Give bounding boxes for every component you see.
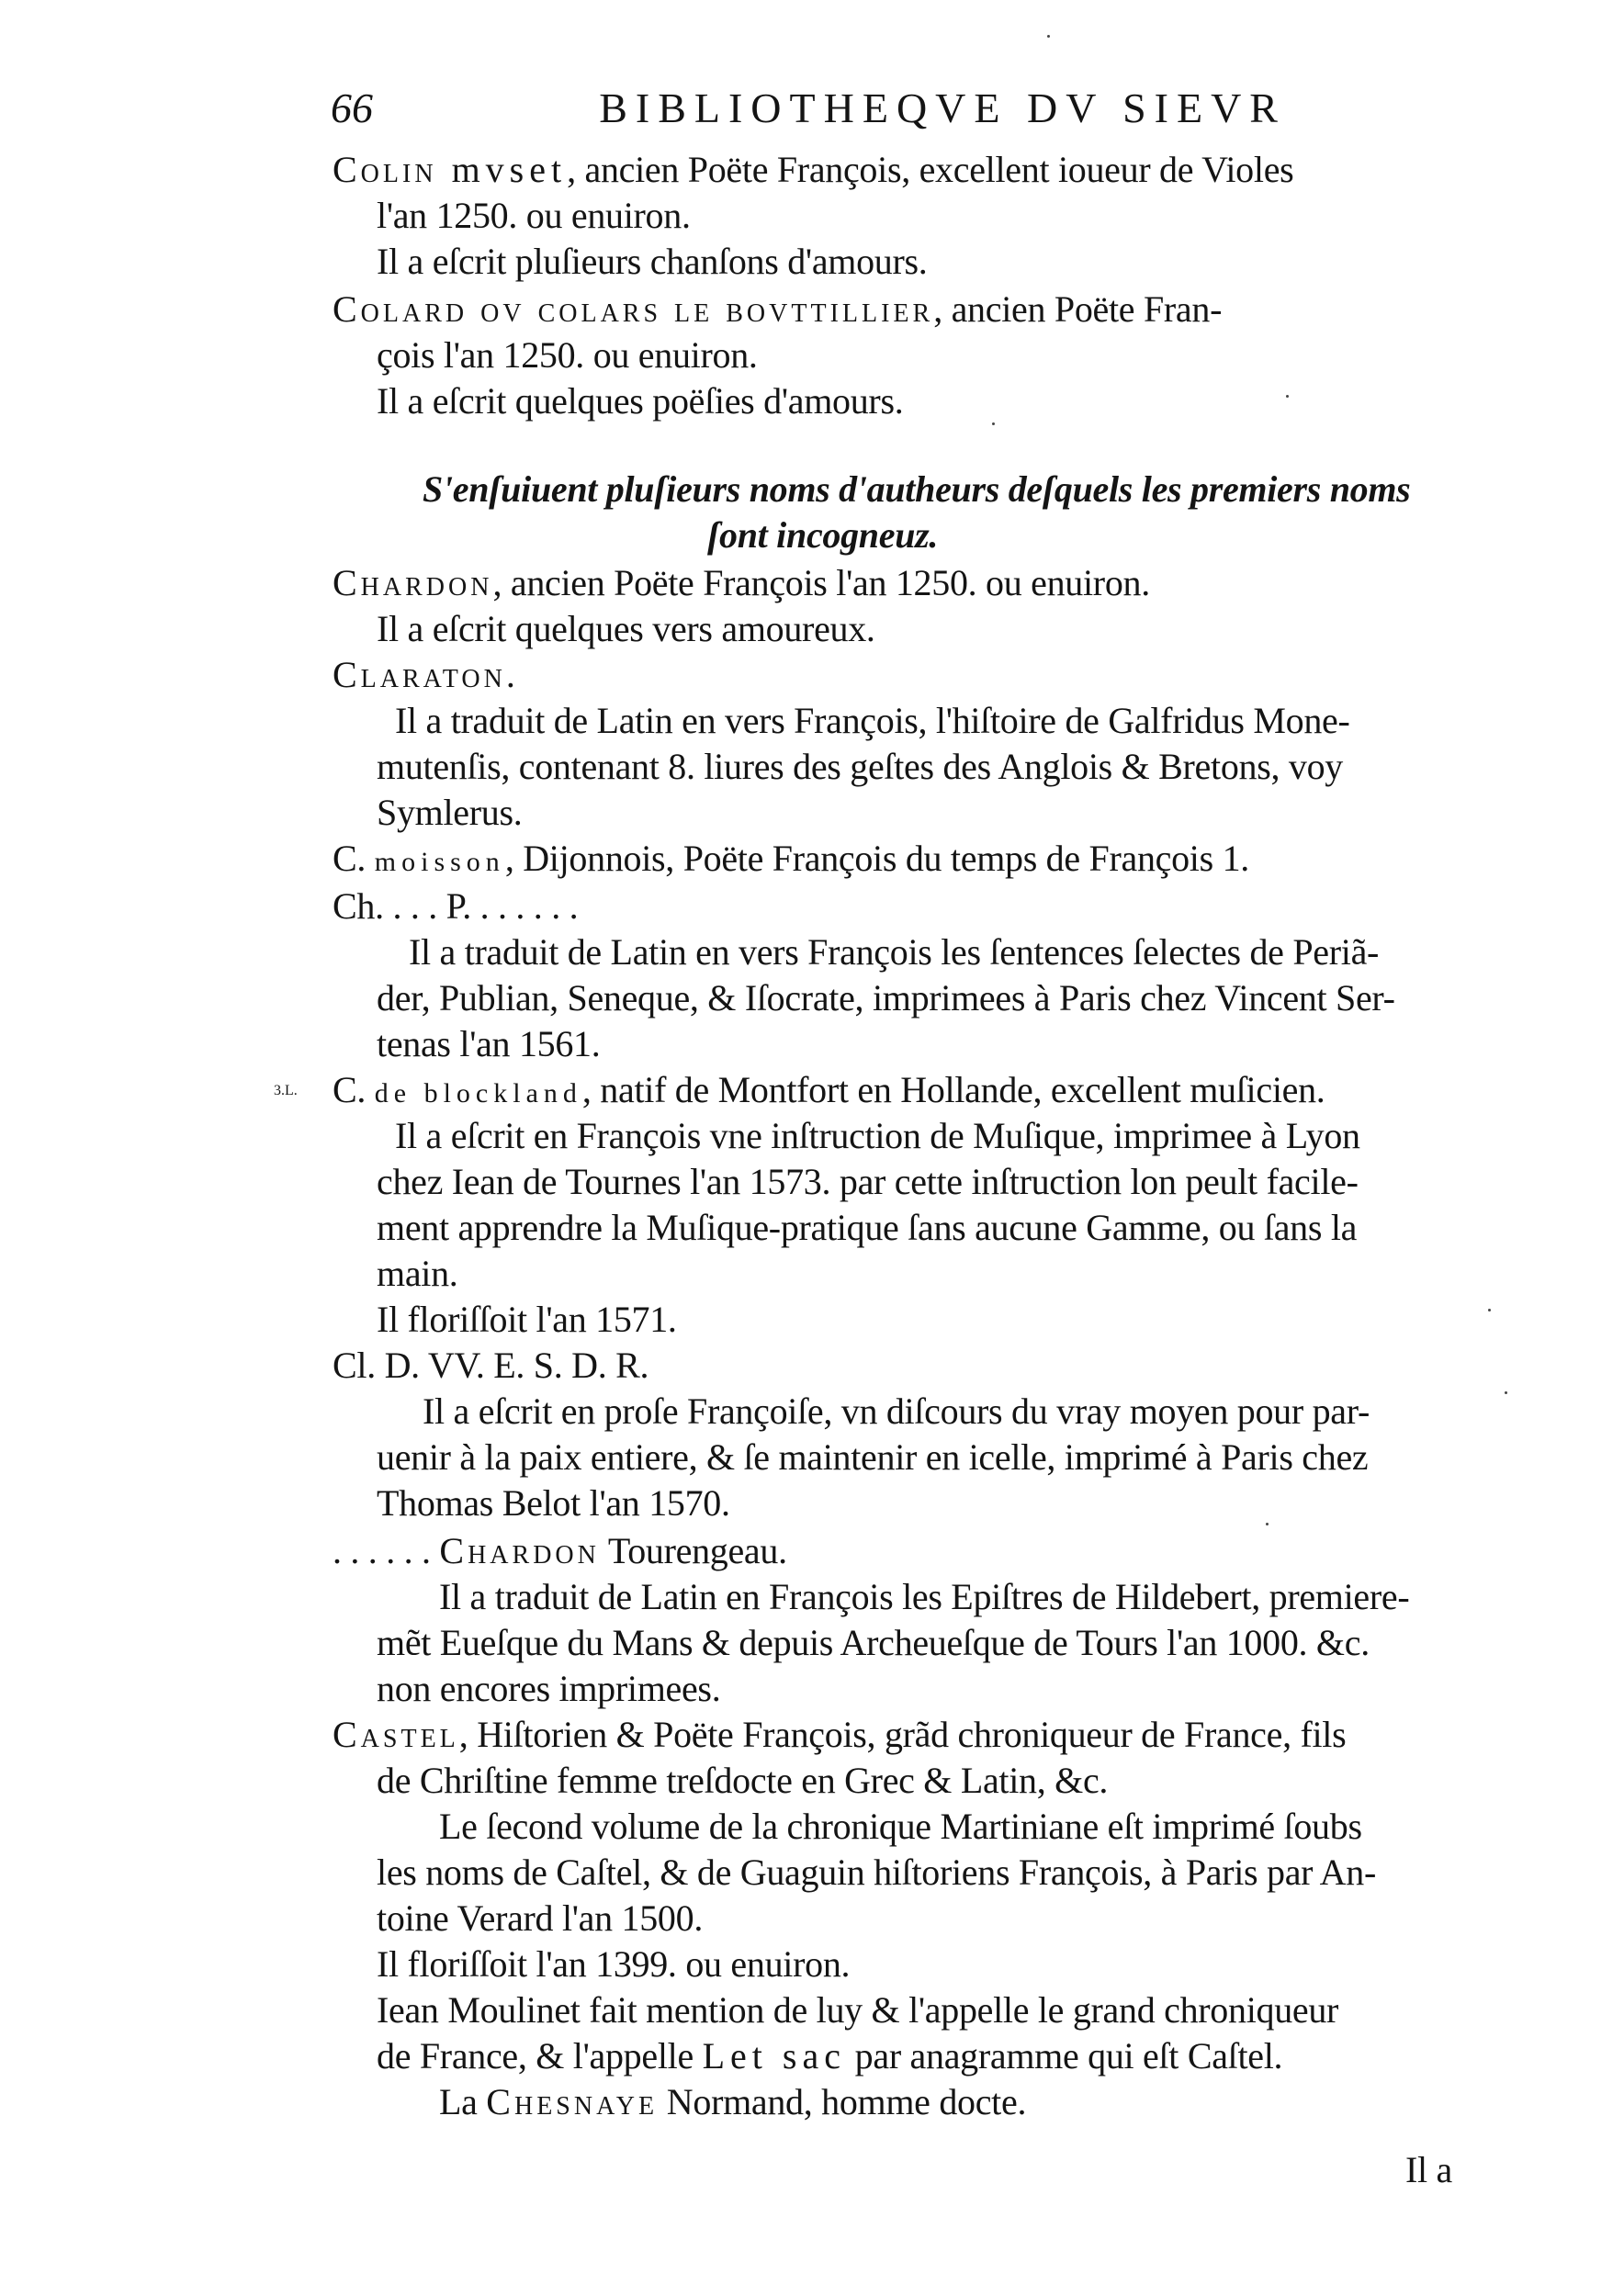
entry-heading-claraton: Claraton. (333, 654, 519, 695)
anagram: Let sac (702, 2035, 846, 2077)
entry-heading-ch-p: Ch. . . . P. . . . . . . (333, 885, 579, 927)
text-line: Il a eſcrit en François vne inſtruction de Muſique, imprimee à Lyon (395, 1115, 1360, 1156)
text-line: Il a eſcrit quelques vers amoureux. (377, 608, 875, 649)
text-line: uenir à la paix entiere, & ſe maintenir en icelle, imprimé à Paris chez (377, 1436, 1369, 1478)
text-line: Il a eſcrit en proſe Françoiſe, vn diſcours du vray moyen pour par- (423, 1390, 1370, 1432)
text-line: les noms de Caſtel, & de Guaguin hiſtoriens François, à Paris par An- (377, 1851, 1376, 1893)
entry-heading-colin-muset (333, 147, 1293, 193)
text-line: chez Iean de Tournes l'an 1573. par cette inſtruction lon peult facile- (377, 1161, 1359, 1202)
entry-description: , ancien Poëte Fran- (933, 288, 1223, 330)
text-line: non encores imprimees. (377, 1668, 721, 1709)
author-name: Castel (333, 1714, 459, 1755)
author-name: Colard ov colars le bovttillier (333, 288, 934, 330)
text-line: Symlerus. (377, 792, 523, 833)
text-line: Thomas Belot l'an 1570. (377, 1482, 730, 1524)
text-line: Il floriſſoit l'an 1399. ou enuiron. (377, 1943, 851, 1985)
entry-heading-chesnaye (439, 2079, 1026, 2125)
print-speck (1047, 35, 1050, 38)
entry-heading-castel (333, 1712, 1346, 1758)
entry-description: Tourengeau. (599, 1530, 787, 1571)
text-line: tenas l'an 1561. (377, 1023, 601, 1064)
text-line: Il a eſcrit quelques poëſies d'amours. (377, 380, 904, 422)
text-line: de Chriſtine femme treſdocte en Grec & Latin, &c. (377, 1760, 1109, 1801)
entry-description: , ancien Poëte François l'an 1250. ou enuiron. (492, 562, 1150, 603)
entry-heading-colard (333, 287, 1222, 332)
print-speck (1505, 1391, 1507, 1394)
print-speck (992, 422, 995, 425)
print-speck (1286, 395, 1289, 398)
text-line: Le ſecond volume de la chronique Martiniane eſt imprimé ſoubs (439, 1806, 1362, 1847)
ellipsis: . . . . . . (333, 1530, 440, 1571)
print-speck (1266, 1523, 1269, 1525)
section-heading-continued: ſont incogneuz. (707, 514, 939, 556)
text-line: toine Verard l'an 1500. (377, 1897, 704, 1939)
author-name: moisson (374, 847, 505, 877)
text-line: l'an 1250. ou enuiron. (377, 195, 691, 236)
text-segment: par anagramme qui eſt Caſtel. (845, 2035, 1283, 2077)
section-heading: S'enſuiuent pluſieurs noms d'autheurs deſquels les premiers noms (423, 468, 1411, 510)
text-line: Il floriſſoit l'an 1571. (377, 1299, 677, 1340)
text-line: Il a traduit de Latin en vers François, l'hiſtoire de Galfridus Mone- (395, 700, 1350, 741)
author-initial: C. (333, 1069, 375, 1110)
text-line: der, Publian, Seneque, & Iſocrate, imprimees à Paris chez Vincent Ser- (377, 977, 1395, 1019)
page-header (331, 81, 1286, 136)
entry-heading-moisson (333, 836, 1249, 885)
print-speck (1488, 1309, 1491, 1311)
text-line: çois l'an 1250. ou enuiron. (377, 334, 758, 376)
entry-description: , Hiſtorien & Poëte François, grãd chroniqueur de France, fils (458, 1714, 1347, 1755)
entry-heading-cl-d-vv: Cl. D. VV. E. S. D. R. (333, 1345, 649, 1386)
entry-description: , ancien Poëte François, excellent ioueur de Violes (567, 149, 1294, 190)
text-segment: La (439, 2081, 487, 2122)
text-line (377, 2033, 1282, 2079)
text-segment: de France, & l'appelle (377, 2035, 703, 2077)
margin-note: 3.L. (274, 1083, 298, 1098)
text-line: Il a traduit de Latin en vers François les ſentences ſelectes de Periã- (409, 931, 1380, 973)
text-line: Il a eſcrit pluſieurs chanſons d'amours. (377, 241, 928, 282)
catchword: Il a (1405, 2149, 1452, 2190)
entry-heading-chardon (333, 560, 1150, 606)
entry-description: , Dijonnois, Poëte François du temps de François 1. (504, 838, 1249, 879)
author-name: Colin (333, 149, 437, 190)
text-line: main. (377, 1253, 458, 1294)
entry-heading-chardon-tourengeau (333, 1528, 787, 1574)
running-title: BIBLIOTHEQVE DV SIEVR (599, 84, 1286, 131)
author-name: Chardon (439, 1530, 600, 1571)
entry-heading-blockland (333, 1067, 1325, 1117)
author-name: de blockland (374, 1078, 582, 1109)
text-line: ment apprendre la Muſique-pratique ſans aucune Gamme, ou ſans la (377, 1207, 1358, 1248)
author-name: Chardon (333, 562, 493, 603)
text-line: Il a traduit de Latin en François les Epiſtres de Hildebert, premiere- (439, 1576, 1410, 1617)
text-line: mutenſis, contenant 8. liures des geſtes des Anglois & Bretons, voy (377, 746, 1343, 787)
author-name: Chesnaye (486, 2081, 659, 2122)
author-surname: mvset (436, 149, 568, 190)
text-line: mẽt Eueſque du Mans & depuis Archeueſque de Tours l'an 1000. &c. (377, 1622, 1370, 1663)
entry-description: , natif de Montfort en Hollande, excellent muſicien. (581, 1069, 1325, 1110)
entry-description: Normand, homme docte. (658, 2081, 1027, 2122)
page-number: 66 (331, 84, 373, 131)
author-initial: C. (333, 838, 375, 879)
text-line: Iean Moulinet fait mention de luy & l'appelle le grand chroniqueur (377, 1989, 1339, 2031)
